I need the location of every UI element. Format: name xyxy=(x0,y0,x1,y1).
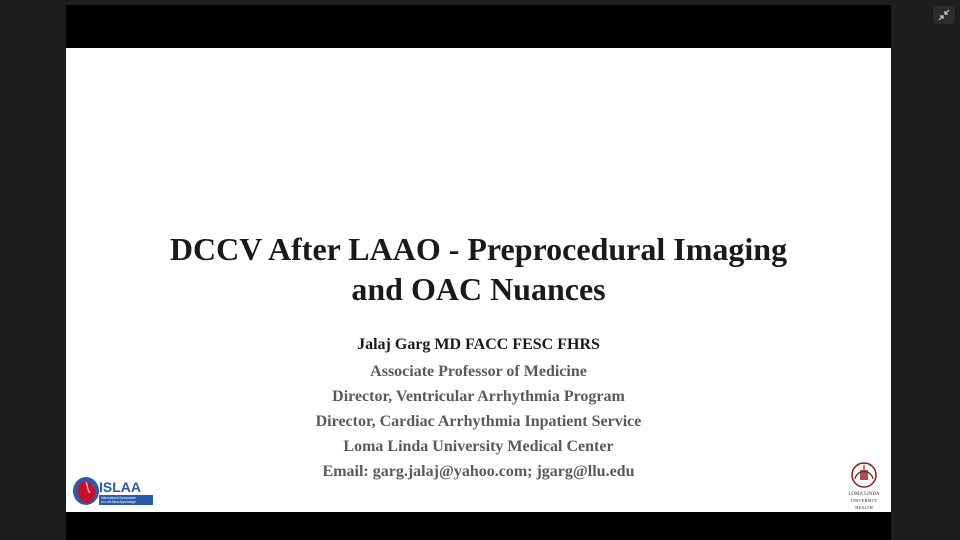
affiliation-service: Director, Cardiac Arrhythmia Inpatient Service xyxy=(315,413,642,430)
slide-title xyxy=(66,229,891,309)
llu-seal-icon xyxy=(841,461,887,513)
presentation-slide xyxy=(66,48,891,512)
author-block xyxy=(66,334,891,484)
svg-text:on Left Atrial Appendage: on Left Atrial Appendage xyxy=(101,500,136,504)
affiliation-institution: Loma Linda University Medical Center xyxy=(343,438,614,455)
slide-title-line-1: DCCV After LAAO - Preprocedural Imaging xyxy=(169,231,788,267)
collapse-button[interactable] xyxy=(933,6,955,24)
svg-text:ISLAA: ISLAA xyxy=(99,479,141,495)
svg-text:International Symposium: International Symposium xyxy=(101,496,137,500)
svg-text:UNIVERSITY: UNIVERSITY xyxy=(850,498,878,503)
affiliation-email: Email: garg.jalaj@yahoo.com; jgarg@llu.edu xyxy=(322,463,635,480)
slide-title-line-2: and OAC Nuances xyxy=(351,271,606,307)
svg-text:LOMA LINDA: LOMA LINDA xyxy=(848,492,880,497)
affiliation-program: Director, Ventricular Arrhythmia Program xyxy=(332,388,625,405)
affiliation-title: Associate Professor of Medicine xyxy=(370,363,587,380)
llu-health-logo xyxy=(841,461,887,513)
islaa-logo-graphic xyxy=(71,476,155,506)
collapse-arrows-icon xyxy=(938,9,950,21)
author-name: Jalaj Garg MD FACC FESC FHRS xyxy=(357,336,600,353)
svg-text:HEALTH: HEALTH xyxy=(855,505,873,510)
islaa-logo xyxy=(71,476,155,506)
